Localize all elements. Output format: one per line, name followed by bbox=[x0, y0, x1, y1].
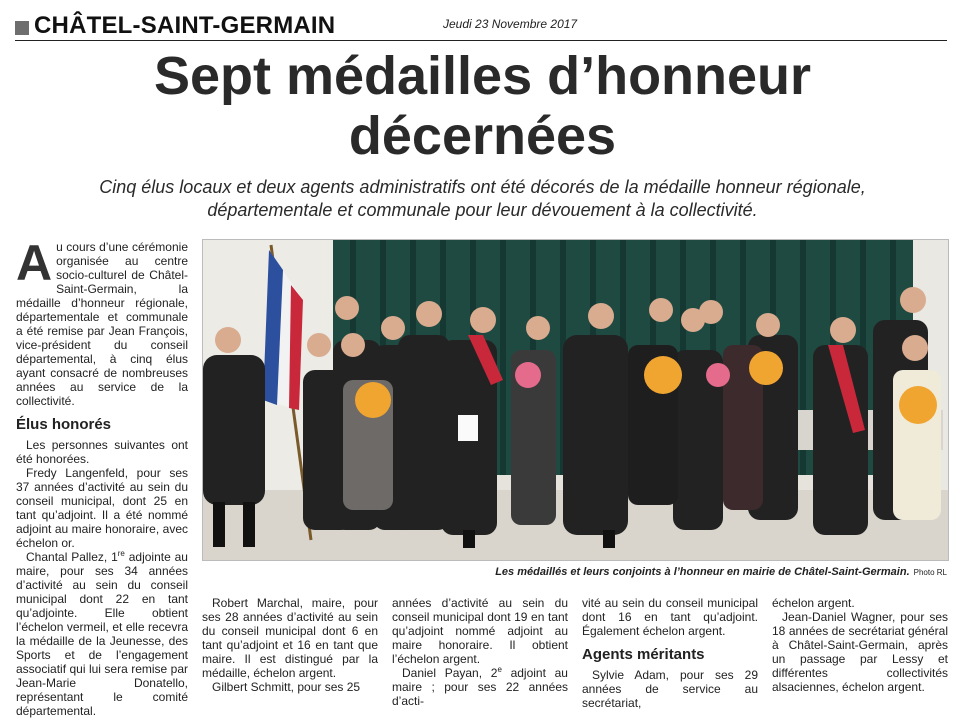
section-title: CHÂTEL-SAINT-GERMAIN bbox=[34, 12, 336, 39]
paragraph: Sylvie Adam, pour ses 29 années de service au secrétariat, bbox=[582, 668, 758, 710]
drop-cap: A bbox=[16, 235, 53, 291]
paragraph: années d’activité au sein du conseil municipal dont 19 en tant qu’adjoint nommé adjoint au maire honoraire. Il obtient l’échelon argent. bbox=[392, 596, 568, 666]
article-column-1 bbox=[16, 235, 188, 718]
paragraph: Les personnes suivantes ont été honorées. bbox=[16, 438, 188, 466]
caption-text: Les médaillés et leurs conjoints à l’honneur en mairie de Châtel-Saint-Germain. bbox=[495, 566, 910, 578]
article-column-5 bbox=[772, 596, 948, 694]
standfirst-line-2: départementale et communale pour leur dévouement à la collectivité. bbox=[207, 200, 758, 220]
subhead-elus: Élus honorés bbox=[16, 416, 112, 433]
headline-line-2: décernées bbox=[348, 106, 617, 166]
paragraph: Gilbert Schmitt, pour ses 25 bbox=[212, 680, 361, 694]
paragraph: Chantal Pallez, 1re adjointe au maire, pour ses 34 années d’activité au sein du conseil municipal dont 22 en tant qu’adjointe. Elle obtient l’échelon vermeil, et elle recevra la médaille de la Jeunesse, des Sports et de l’engagement associatif qui lui sera remise par Jean-Marie Donatello, représentant le comité départemental. bbox=[16, 549, 188, 718]
paragraph: Daniel Payan, 2e adjoint au maire ; pour ses 22 années d’acti- bbox=[392, 665, 568, 708]
header-rule bbox=[15, 40, 947, 41]
subhead-agents: Agents méritants bbox=[582, 646, 705, 663]
intro-paragraph bbox=[16, 235, 188, 408]
article-column-4 bbox=[582, 596, 758, 710]
headline-line-1: Sept médailles d’honneur bbox=[153, 46, 812, 106]
standfirst bbox=[20, 176, 945, 222]
group-photo bbox=[202, 239, 949, 561]
paragraph: échelon argent. bbox=[772, 596, 855, 610]
photo-caption bbox=[202, 566, 947, 578]
group-photo-illustration bbox=[203, 240, 948, 560]
article-column-2 bbox=[202, 596, 378, 694]
publication-date: Jeudi 23 Novembre 2017 bbox=[443, 17, 578, 31]
intro-text: u cours d’une cérémonie organisée au centre socio-culturel de Châtel-Saint-Germain, la médaille d’honneur régionale, départementale et communale a été remise par Jean François, vice-président du conseil départemental, à cinq élus ayant consacré de nombreuses années au service de la collectivité. bbox=[16, 240, 188, 408]
paragraph: Fredy Langenfeld, pour ses 37 années d’activité au sein du conseil municipal, dont 25 en tant qu’adjoint. Il a été nommé adjoint au maire honoraire, avec échelon or. bbox=[16, 466, 188, 550]
photo-credit: Photo RL bbox=[913, 568, 947, 577]
paragraph: Robert Marchal, maire, pour ses 28 années d’activité au sein du conseil municipal dont 6 en tant qu’adjoint et 16 en tant que maire. Il est distingué par la médaille, échelon argent. bbox=[202, 596, 378, 680]
standfirst-line-1: Cinq élus locaux et deux agents administratifs ont été décorés de la médaille honneur régionale, bbox=[99, 177, 866, 197]
article-column-3 bbox=[392, 596, 568, 708]
paragraph: Jean-Daniel Wagner, pour ses 18 années de secrétariat général à Châtel-Saint-Germain, après un passage par Lessy et différentes collectivités alsaciennes, échelon argent. bbox=[772, 610, 948, 694]
headline bbox=[20, 46, 945, 166]
section-marker bbox=[15, 21, 29, 35]
paragraph: vité au sein du conseil municipal dont 16 en tant qu’adjoint. Également échelon argent. bbox=[582, 596, 758, 638]
